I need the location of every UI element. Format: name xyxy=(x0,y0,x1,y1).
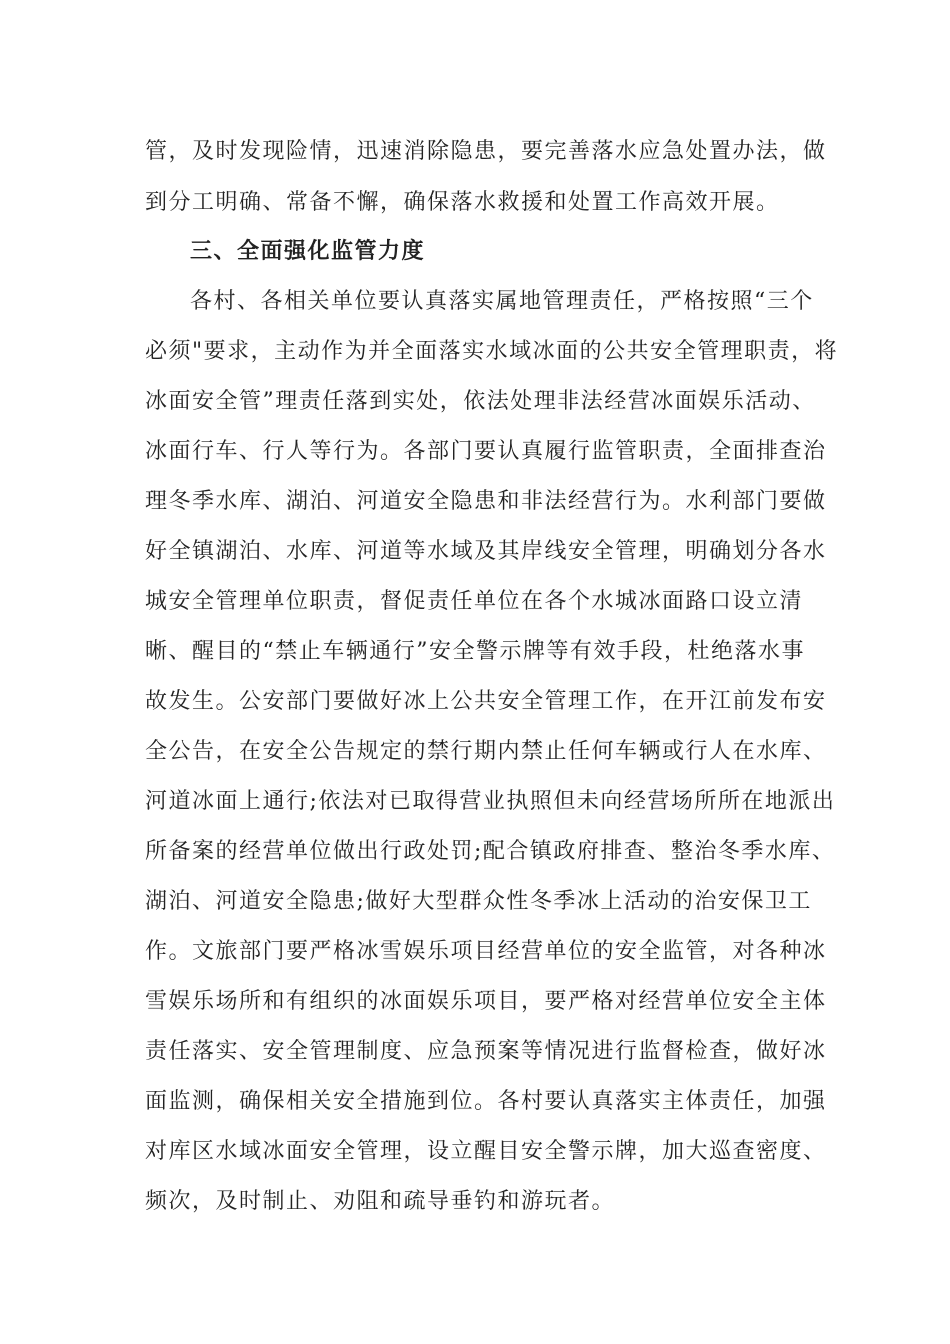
paragraph-line: 各村、各相关单位要认真落实属地管理责任，严格按照“三个 xyxy=(190,289,814,314)
paragraph-line: 到分工明确、常备不懈，确保落水救援和处置工作高效开展。 xyxy=(145,190,780,215)
paragraph-line: 管，及时发现险情，迅速消除隐患，要完善落水应急处置办法，做 xyxy=(145,139,827,164)
paragraph-line: 必须"要求，主动作为并全面落实水域冰面的公共安全管理职责，将 xyxy=(145,339,839,364)
section-heading: 三、全面强化监管力度 xyxy=(190,238,426,264)
paragraph-line: 雪娱乐场所和有组织的冰面娱乐项目，要严格对经营单位安全主体 xyxy=(145,989,827,1014)
paragraph-line: 冰面行车、行人等行为。各部门要认真履行监管职责，全面排查治 xyxy=(145,439,827,464)
paragraph-line: 故发生。公安部门要做好冰上公共安全管理工作，在开江前发布安 xyxy=(145,689,827,714)
paragraph-line: 晰、醒目的“禁止车辆通行”安全警示牌等有效手段，杜绝落水事 xyxy=(145,639,805,664)
paragraph-line: 理冬季水库、湖泊、河道安全隐患和非法经营行为。水利部门要做 xyxy=(145,489,827,514)
paragraph-line: 作。文旅部门要严格冰雪娱乐项目经营单位的安全监管，对各种冰 xyxy=(145,939,827,964)
paragraph-line: 河道冰面上通行;依法对已取得营业执照但未向经营场所所在地派出 xyxy=(145,789,836,814)
paragraph-line: 全公告，在安全公告规定的禁行期内禁止任何车辆或行人在水库、 xyxy=(145,739,827,764)
paragraph-line: 面监测，确保相关安全措施到位。各村要认真落实主体责任，加强 xyxy=(145,1089,827,1114)
paragraph-line: 频次，及时制止、劝阻和疏导垂钓和游玩者。 xyxy=(145,1189,616,1214)
paragraph-line: 对库区水域冰面安全管理，设立醒目安全警示牌，加大巡查密度、 xyxy=(145,1139,827,1164)
paragraph-line: 所备案的经营单位做出行政处罚;配合镇政府排查、整治冬季水库、 xyxy=(145,839,836,864)
paragraph-line: 湖泊、河道安全隐患;做好大型群众性冬季冰上活动的治安保卫工 xyxy=(145,889,812,914)
paragraph-line: 好全镇湖泊、水库、河道等水域及其岸线安全管理，明确划分各水 xyxy=(145,539,827,564)
paragraph-line: 责任落实、安全管理制度、应急预案等情况进行监督检查，做好冰 xyxy=(145,1039,827,1064)
paragraph-line: 城安全管理单位职责，督促责任单位在各个水城冰面路口设立清 xyxy=(145,589,804,614)
paragraph-line: 冰面安全管”理责任落到实处，依法处理非法经营冰面娱乐活动、 xyxy=(145,389,816,414)
